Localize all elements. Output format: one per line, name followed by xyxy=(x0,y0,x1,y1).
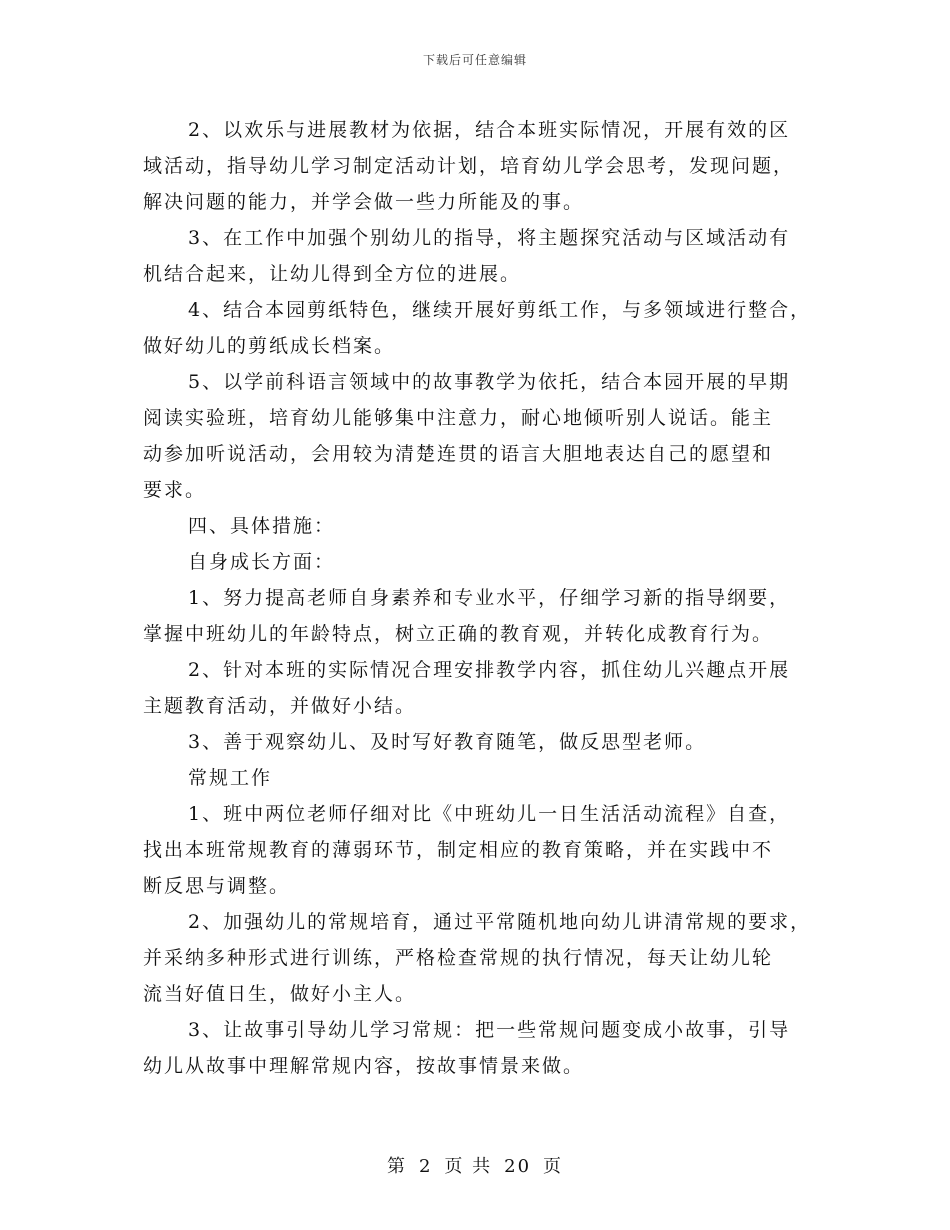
text-line: 3、善于观察幼儿、及时写好教育随笔，做反思型老师。 xyxy=(188,731,707,753)
paragraph xyxy=(143,652,823,724)
text-line: 主题教育活动，并做好小结。 xyxy=(143,695,417,717)
header-note: 下载后可任意编辑 xyxy=(422,53,527,67)
paragraph xyxy=(143,904,823,1012)
text-line: 2、加强幼儿的常规培育，通过平常随机地向幼儿讲清常规的要求， xyxy=(188,911,812,933)
text-line: 1、努力提高老师自身素养和专业水平，仔细学习新的指导纲要， xyxy=(188,587,791,609)
text-line: 动参加听说活动，会用较为清楚连贯的语言大胆地表达自己的愿望和 xyxy=(143,443,774,465)
text-line: 断反思与调整。 xyxy=(143,875,291,897)
paragraph xyxy=(143,220,823,292)
section-heading xyxy=(143,508,823,544)
text-line: 阅读实验班，培育幼儿能够集中注意力，耐心地倾听别人说话。能主 xyxy=(143,407,774,429)
text-line: 3、在工作中加强个别幼儿的指导，将主题探究活动与区域活动有 xyxy=(188,227,791,249)
text-line: 域活动，指导幼儿学习制定活动计划，培育幼儿学会思考，发现问题， xyxy=(143,155,795,177)
text-line: 常规工作 xyxy=(188,767,273,789)
text-line: 做好幼儿的剪纸成长档案。 xyxy=(143,335,396,357)
document-body xyxy=(143,112,823,1084)
footer-suffix: 页 xyxy=(543,1156,564,1177)
text-line: 流当好值日生，做好小主人。 xyxy=(143,983,417,1005)
paragraph xyxy=(143,292,823,364)
subsection-heading xyxy=(143,760,823,796)
paragraph xyxy=(143,1012,823,1084)
text-line: 幼儿从故事中理解常规内容，按故事情景来做。 xyxy=(143,1055,585,1077)
text-line: 2、针对本班的实际情况合理安排教学内容，抓住幼儿兴趣点开展 xyxy=(188,659,791,681)
footer-middle: 页 共 xyxy=(444,1156,493,1177)
paragraph xyxy=(143,580,823,652)
text-line: 找出本班常规教育的薄弱环节，制定相应的教育策略，并在实践中不 xyxy=(143,839,774,861)
text-line: 3、让故事引导幼儿学习常规：把一些常规问题变成小故事，引导 xyxy=(188,1019,791,1041)
footer-prefix: 第 xyxy=(386,1156,407,1177)
page-footer xyxy=(0,1152,950,1178)
paragraph xyxy=(143,724,823,760)
subsection-heading xyxy=(143,544,823,580)
text-line: 并采纳多种形式进行训练，严格检查常规的执行情况，每天让幼儿轮 xyxy=(143,947,774,969)
text-line: 2、以欢乐与进展教材为依据，结合本班实际情况，开展有效的区 xyxy=(188,119,791,141)
text-line: 1、班中两位老师仔细对比《中班幼儿一日生活活动流程》自查， xyxy=(188,803,791,825)
text-line: 4、结合本园剪纸特色，继续开展好剪纸工作，与多领域进行整合， xyxy=(188,299,812,321)
text-line: 5、以学前科语言领域中的故事教学为依托，结合本园开展的早期 xyxy=(188,371,791,393)
text-line: 四、具体措施： xyxy=(188,515,336,537)
text-line: 解决问题的能力，并学会做一些力所能及的事。 xyxy=(143,191,585,213)
total-pages-number: 20 xyxy=(504,1156,532,1177)
paragraph xyxy=(143,796,823,904)
current-page-number: 2 xyxy=(418,1156,433,1177)
text-line: 自身成长方面： xyxy=(188,551,336,573)
paragraph xyxy=(143,364,823,508)
paragraph xyxy=(143,112,823,220)
text-line: 掌握中班幼儿的年龄特点，树立正确的教育观，并转化成教育行为。 xyxy=(143,623,774,645)
text-line: 机结合起来，让幼儿得到全方位的进展。 xyxy=(143,263,522,285)
text-line: 要求。 xyxy=(143,479,207,501)
